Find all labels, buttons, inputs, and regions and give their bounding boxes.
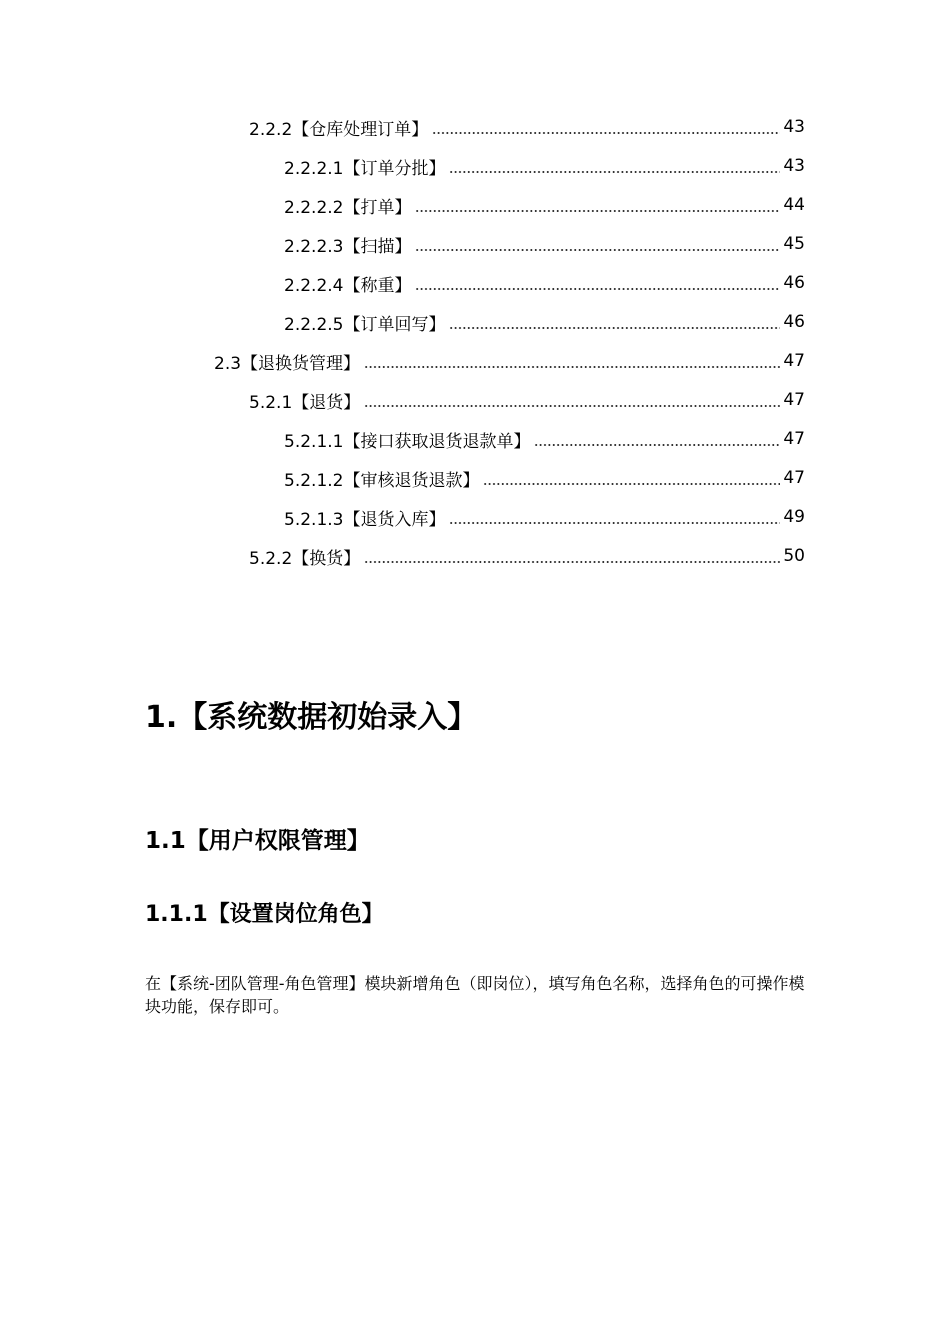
toc-entry[interactable] xyxy=(284,152,805,180)
toc-entry-title: 2.2.2.2【打单】 xyxy=(284,197,412,218)
toc-dot-leader xyxy=(415,210,780,212)
toc-page-number: 43 xyxy=(783,156,805,176)
toc-entry[interactable] xyxy=(284,191,805,219)
toc-entry[interactable] xyxy=(249,113,805,141)
toc-entry[interactable] xyxy=(284,308,805,336)
toc-dot-leader xyxy=(483,483,780,485)
toc-entry[interactable] xyxy=(284,503,805,531)
toc-page-number: 47 xyxy=(783,429,805,449)
toc-entry-title: 2.2.2.1【订单分批】 xyxy=(284,158,446,179)
toc-page-number: 47 xyxy=(783,390,805,410)
toc-dot-leader xyxy=(449,327,780,329)
toc-entry[interactable] xyxy=(249,386,805,414)
toc-entry-title: 2.2.2.5【订单回写】 xyxy=(284,314,446,335)
toc-entry-title: 2.2.2【仓库处理订单】 xyxy=(249,119,429,140)
toc-dot-leader xyxy=(432,132,780,134)
toc-entry-title: 5.2.2【换货】 xyxy=(249,548,361,569)
toc-entry[interactable] xyxy=(284,425,805,453)
toc-page-number: 43 xyxy=(783,117,805,137)
toc-entry-title: 5.2.1【退货】 xyxy=(249,392,361,413)
toc-dot-leader xyxy=(449,171,780,173)
toc-dot-leader xyxy=(415,288,780,290)
subsection-heading: 1.1.1【设置岗位角色】 xyxy=(145,902,384,927)
toc-entry-title: 5.2.1.3【退货入库】 xyxy=(284,509,446,530)
body-paragraph: 在【系统-团队管理-角色管理】模块新增角色（即岗位），填写角色名称，选择角色的可操作模块功能，保存即可。 xyxy=(145,974,805,1016)
toc-page-number: 47 xyxy=(783,468,805,488)
chapter-heading: 1.【系统数据初始录入】 xyxy=(145,700,478,735)
toc-page-number: 47 xyxy=(783,351,805,371)
toc-dot-leader xyxy=(364,561,780,563)
toc-entry[interactable] xyxy=(214,347,805,375)
toc-dot-leader xyxy=(534,444,780,446)
toc-entry-title: 2.2.2.3【扫描】 xyxy=(284,236,412,257)
toc-page-number: 50 xyxy=(783,546,805,566)
section-heading: 1.1【用户权限管理】 xyxy=(145,828,370,854)
toc-dot-leader xyxy=(364,366,780,368)
toc-page-number: 44 xyxy=(783,195,805,215)
toc-entry[interactable] xyxy=(249,542,805,570)
toc-entry[interactable] xyxy=(284,464,805,492)
toc-entry-title: 5.2.1.2【审核退货退款】 xyxy=(284,470,480,491)
toc-dot-leader xyxy=(449,522,780,524)
toc-entry[interactable] xyxy=(284,269,805,297)
toc-entry-title: 2.2.2.4【称重】 xyxy=(284,275,412,296)
toc-entry-title: 2.3【退换货管理】 xyxy=(214,353,361,374)
toc-page-number: 46 xyxy=(783,273,805,293)
toc-entry[interactable] xyxy=(284,230,805,258)
toc-entry-title: 5.2.1.1【接口获取退货退款单】 xyxy=(284,431,531,452)
toc-dot-leader xyxy=(364,405,780,407)
toc-dot-leader xyxy=(415,249,780,251)
toc-page-number: 46 xyxy=(783,312,805,332)
toc-page-number: 49 xyxy=(783,507,805,527)
toc-page-number: 45 xyxy=(783,234,805,254)
